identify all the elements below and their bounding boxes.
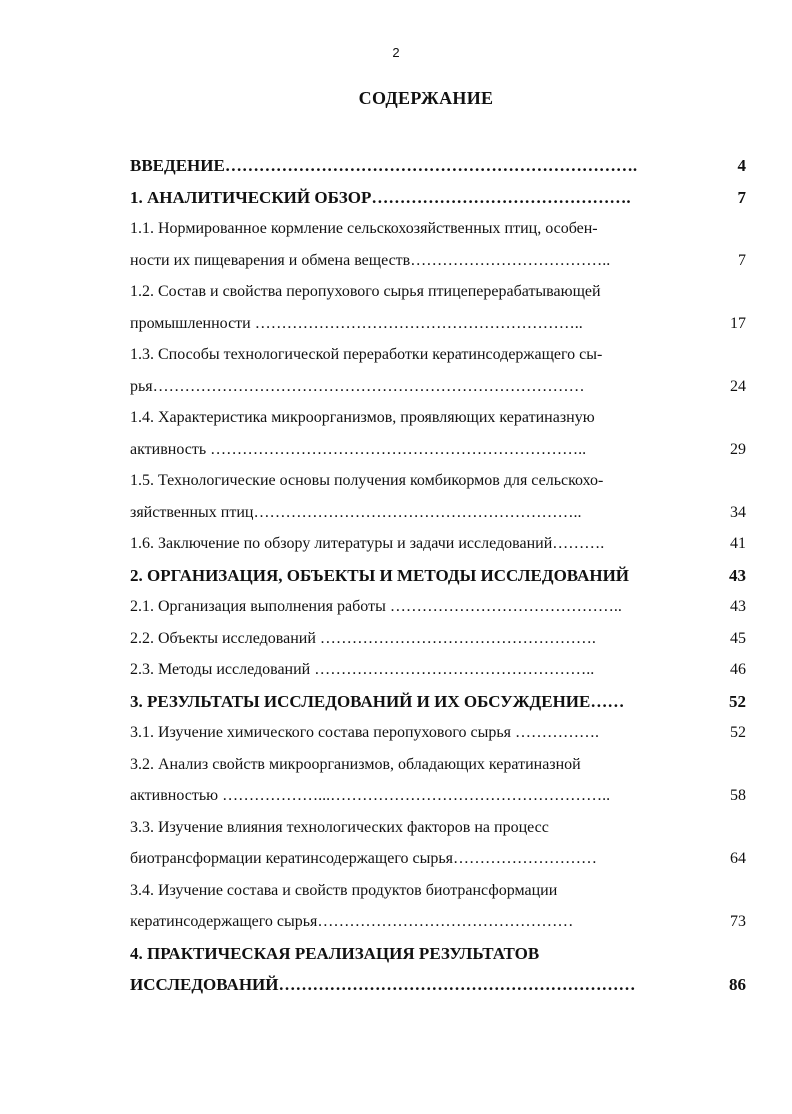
toc-entry	[130, 969, 746, 1001]
toc-entry	[130, 843, 746, 875]
toc-entry-text: биотрансформации кератинсодержащего сырья………………………	[130, 850, 597, 867]
toc-entry-text: 2.3. Методы исследований ……………………………………………..	[130, 661, 595, 678]
toc-entry-page: 45	[730, 629, 746, 647]
toc-entry	[130, 245, 746, 277]
toc-entry-text: зяйственных птиц……………………………………………………..	[130, 503, 582, 521]
toc-entry	[130, 150, 746, 182]
toc-entry-text: 2.1. Организация выполнения работы ……………………………………..	[130, 598, 622, 615]
toc-entry	[130, 560, 746, 592]
toc-entry-text: 2. ОРГАНИЗАЦИЯ, ОБЪЕКТЫ И МЕТОДЫ ИССЛЕДОВАНИЙ	[130, 565, 630, 585]
toc-entry	[130, 182, 746, 214]
toc-entry	[130, 465, 746, 497]
toc-entry-page: 24	[730, 377, 746, 395]
page-title: СОДЕРЖАНИЕ	[358, 88, 494, 108]
toc-entry	[130, 749, 746, 781]
toc-entry-text: 4. ПРАКТИЧЕСКАЯ РЕАЛИЗАЦИЯ РЕЗУЛЬТАТОВ	[130, 943, 540, 963]
toc-entry-page: 43	[729, 565, 746, 585]
toc-entry	[130, 308, 746, 340]
toc-entry	[130, 686, 746, 718]
toc-entry-text: 1.5. Технологические основы получения комбикормов для сельскохо-	[130, 472, 604, 489]
toc-entry	[130, 812, 746, 844]
toc-entry-text: рья………………………………………………………………………	[130, 377, 585, 395]
toc-entry-text: 1.3. Способы технологической переработки кератинсодержащего сы-	[130, 346, 603, 363]
toc-entry	[130, 276, 746, 308]
toc-entry-text: 1.6. Заключение по обзору литературы и задачи исследований……….	[130, 535, 605, 552]
table-of-contents	[130, 150, 746, 1001]
toc-entry-text: 3. РЕЗУЛЬТАТЫ ИССЛЕДОВАНИЙ И ИХ ОБСУЖДЕНИЕ……	[130, 691, 625, 711]
toc-entry-text: ИССЛЕДОВАНИЙ………………………………………………………	[130, 975, 636, 994]
toc-entry-page: 58	[730, 787, 746, 804]
toc-entry-page: 46	[730, 661, 746, 678]
toc-entry	[130, 623, 746, 655]
toc-entry	[130, 591, 746, 623]
toc-entry-page: 86	[729, 975, 746, 994]
toc-entry-text: 3.3. Изучение влияния технологических факторов на процесс	[130, 818, 549, 836]
toc-entry-page: 7	[738, 251, 746, 269]
toc-entry	[130, 213, 746, 245]
toc-entry	[130, 371, 746, 403]
toc-entry-page: 4	[737, 156, 746, 175]
toc-entry	[130, 906, 746, 938]
toc-entry-text: промышленности ……………………………………………………..	[130, 314, 583, 332]
toc-entry-text: 2.2. Объекты исследований …………………………………………….	[130, 629, 596, 647]
toc-entry	[130, 780, 746, 812]
page-number: 2	[392, 45, 400, 60]
toc-entry-page: 52	[729, 691, 746, 711]
toc-entry-text: 3.2. Анализ свойств микроорганизмов, обладающих кератиназной	[130, 755, 581, 773]
toc-entry-text: 1.1. Нормированное кормление сельскохозяйственных птиц, особен-	[130, 220, 598, 237]
toc-entry	[130, 339, 746, 371]
toc-entry-page: 43	[730, 598, 746, 615]
toc-entry	[130, 402, 746, 434]
toc-entry-page: 64	[730, 850, 746, 867]
toc-entry-page: 7	[737, 187, 746, 207]
toc-entry	[130, 875, 746, 907]
toc-entry-text: активностью ………………...……………………………………………..	[130, 787, 611, 804]
toc-entry-page: 29	[730, 440, 746, 458]
toc-entry-text: 1. АНАЛИТИЧЕСКИЙ ОБЗОР……………………………………….	[130, 187, 631, 207]
toc-entry	[130, 434, 746, 466]
toc-entry-page: 41	[730, 535, 746, 552]
toc-entry-page: 73	[730, 913, 746, 930]
toc-entry-text: 3.1. Изучение химического состава перопухового сырья …………….	[130, 724, 600, 741]
toc-entry	[130, 528, 746, 560]
toc-entry-text: активность ……………………………………………………………..	[130, 440, 587, 458]
toc-entry-text: кератинсодержащего сырья…………………………………………	[130, 913, 574, 930]
toc-entry-text: 1.2. Состав и свойства перопухового сырья птицеперерабатывающей	[130, 283, 601, 300]
toc-entry-text: ности их пищеварения и обмена веществ………………………………..	[130, 251, 611, 269]
toc-entry-text: 1.4. Характеристика микроорганизмов, проявляющих кератиназную	[130, 409, 595, 426]
toc-entry-text: 3.4. Изучение состава и свойств продуктов биотрансформации	[130, 881, 558, 899]
toc-entry	[130, 497, 746, 529]
toc-entry-text: ВВЕДЕНИЕ……………………………………………………………….	[130, 156, 638, 175]
toc-entry	[130, 938, 746, 970]
toc-entry-page: 17	[730, 314, 746, 332]
toc-entry-page: 52	[730, 724, 746, 741]
toc-entry	[130, 654, 746, 686]
toc-entry-page: 34	[730, 503, 746, 521]
toc-entry	[130, 717, 746, 749]
